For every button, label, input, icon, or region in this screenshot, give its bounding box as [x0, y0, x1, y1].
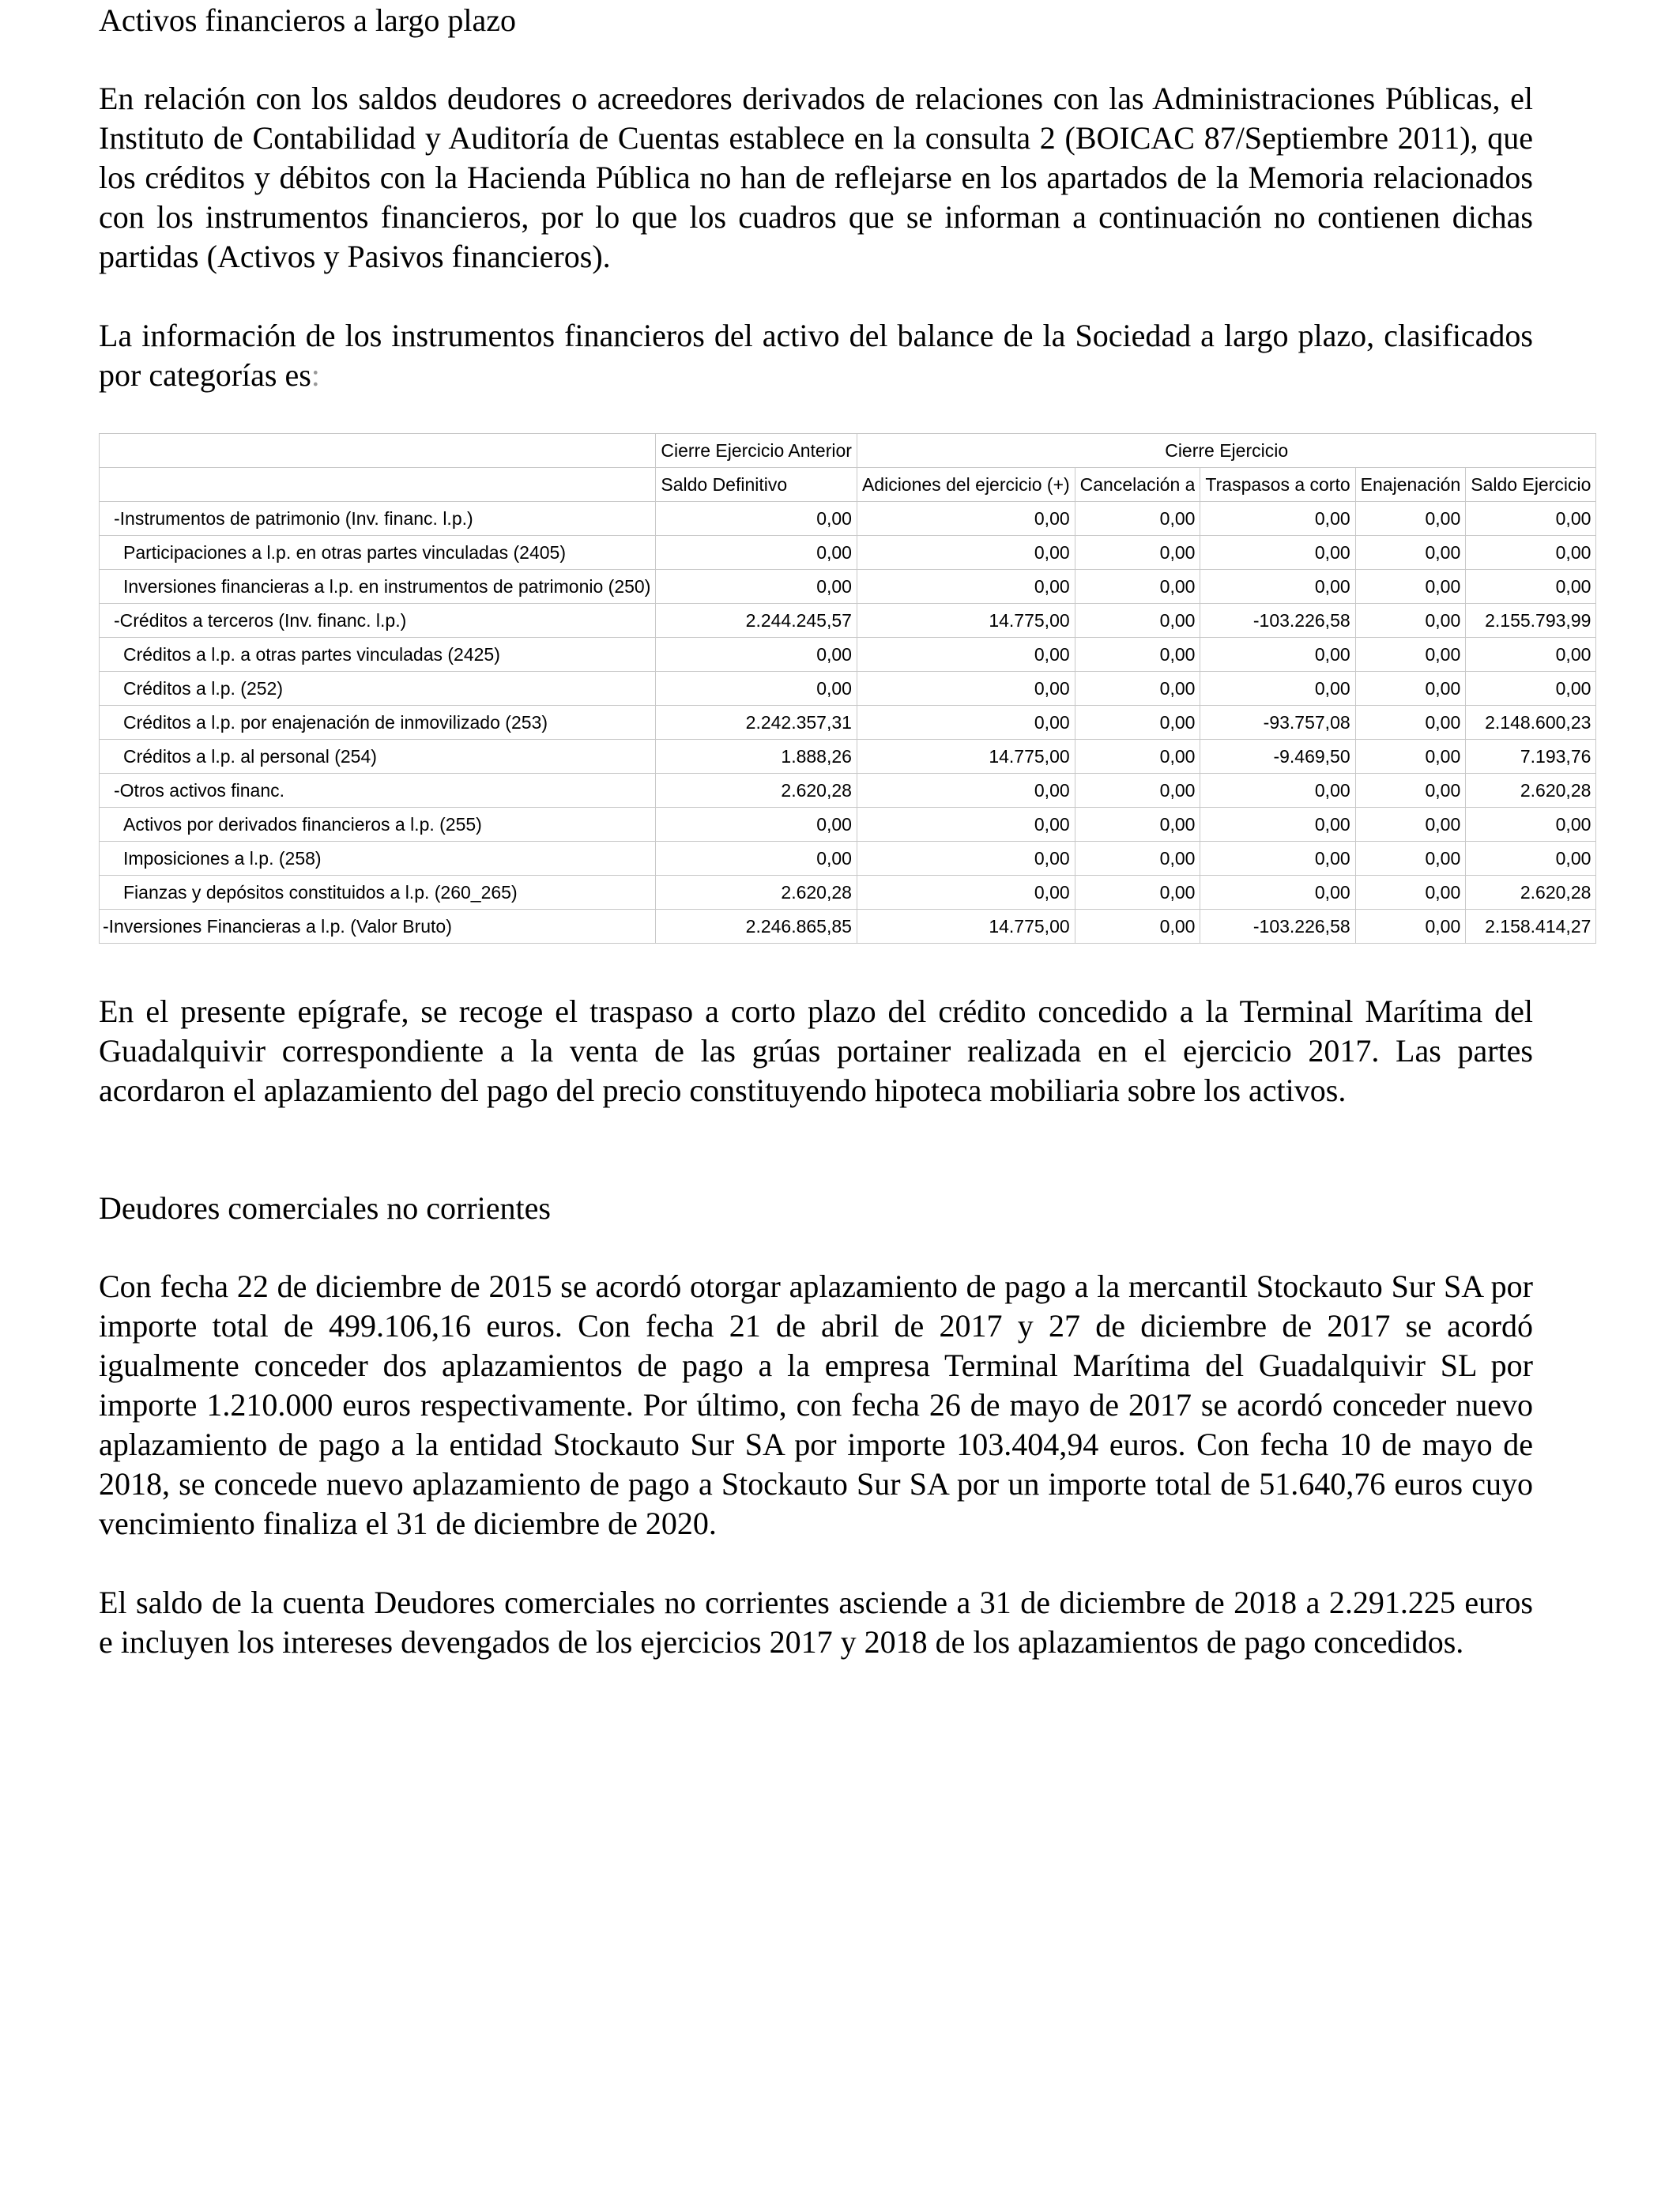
column-header: Cancelación a: [1075, 468, 1200, 502]
row-label: Inversiones financieras a l.p. en instrumentos de patrimonio (250): [100, 570, 656, 604]
cell-value: 0,00: [857, 502, 1075, 536]
column-header: Saldo Ejercicio: [1466, 468, 1596, 502]
cell-value: 0,00: [1075, 808, 1200, 842]
cell-value: 0,00: [656, 536, 857, 570]
paragraph-clasificacion: [99, 316, 1533, 395]
cell-value: 0,00: [1355, 638, 1466, 672]
column-header: Adiciones del ejercicio (+): [857, 468, 1075, 502]
cell-value: 0,00: [1355, 672, 1466, 706]
cell-value: 0,00: [1200, 774, 1355, 808]
cell-value: 0,00: [857, 672, 1075, 706]
cell-value: 7.193,76: [1466, 740, 1596, 774]
paragraph-clasificacion-text: La información de los instrumentos financieros del activo del balance de la Sociedad a largo plazo, clasificados por categorías es: [99, 318, 1533, 393]
cell-value: 2.620,28: [1466, 774, 1596, 808]
row-label: Créditos a l.p. por enajenación de inmovilizado (253): [100, 706, 656, 740]
cell-value: 2.148.600,23: [1466, 706, 1596, 740]
cell-value: 0,00: [1466, 502, 1596, 536]
cell-value: 0,00: [656, 570, 857, 604]
table-row: [100, 808, 1596, 842]
cell-value: 0,00: [1075, 502, 1200, 536]
table-row: [100, 536, 1596, 570]
cell-value: 0,00: [1075, 536, 1200, 570]
cell-value: 0,00: [656, 842, 857, 876]
row-label: Activos por derivados financieros a l.p. (255): [100, 808, 656, 842]
cell-value: -103.226,58: [1200, 910, 1355, 944]
cell-value: 0,00: [1355, 706, 1466, 740]
cell-value: 0,00: [656, 808, 857, 842]
cell-value: 2.246.865,85: [656, 910, 857, 944]
cell-value: 0,00: [656, 502, 857, 536]
cell-value: 0,00: [1075, 910, 1200, 944]
cell-value: 0,00: [857, 706, 1075, 740]
table-row: [100, 774, 1596, 808]
cell-value: 0,00: [1075, 740, 1200, 774]
cell-value: 0,00: [1075, 570, 1200, 604]
cell-value: 0,00: [1200, 570, 1355, 604]
table-row: [100, 502, 1596, 536]
paragraph-saldo-deudores: El saldo de la cuenta Deudores comerciales no corrientes asciende a 31 de diciembre de 2018 a 2.291.225 euros e incluyen los intereses devengados de los ejercicios 2017 y 2018 de los aplazamientos de pago concedidos.: [99, 1585, 1533, 1660]
cell-value: 14.775,00: [857, 740, 1075, 774]
cell-value: -93.757,08: [1200, 706, 1355, 740]
cell-value: 0,00: [1200, 808, 1355, 842]
cell-value: 0,00: [1355, 740, 1466, 774]
paragraph-clasificacion-colon: :: [311, 357, 320, 393]
header-group-previous: Cierre Ejercicio Anterior: [656, 434, 857, 468]
cell-value: 0,00: [1075, 706, 1200, 740]
cell-value: -9.469,50: [1200, 740, 1355, 774]
row-label: -Otros activos financ.: [100, 774, 656, 808]
cell-value: 0,00: [857, 774, 1075, 808]
cell-value: 2.244.245,57: [656, 604, 857, 638]
cell-value: 0,00: [1200, 672, 1355, 706]
cell-value: 0,00: [1466, 638, 1596, 672]
table-row: [100, 706, 1596, 740]
cell-value: 0,00: [1355, 876, 1466, 910]
cell-value: 2.158.414,27: [1466, 910, 1596, 944]
cell-value: 0,00: [857, 536, 1075, 570]
cell-value: 0,00: [1355, 910, 1466, 944]
section-title-activos: Activos financieros a largo plazo: [99, 2, 516, 38]
cell-value: 0,00: [1075, 638, 1200, 672]
cell-value: 0,00: [1200, 502, 1355, 536]
cell-value: 0,00: [1200, 876, 1355, 910]
table-row: [100, 672, 1596, 706]
cell-value: 14.775,00: [857, 604, 1075, 638]
cell-value: 2.620,28: [656, 876, 857, 910]
cell-value: 0,00: [1355, 774, 1466, 808]
cell-value: 0,00: [1075, 604, 1200, 638]
cell-value: 1.888,26: [656, 740, 857, 774]
table-header-blank: [100, 468, 656, 502]
table-row: [100, 604, 1596, 638]
cell-value: 2.242.357,31: [656, 706, 857, 740]
cell-value: -103.226,58: [1200, 604, 1355, 638]
row-label: Créditos a l.p. (252): [100, 672, 656, 706]
cell-value: 0,00: [1355, 842, 1466, 876]
row-label: Participaciones a l.p. en otras partes vinculadas (2405): [100, 536, 656, 570]
cell-value: 0,00: [857, 876, 1075, 910]
cell-value: 2.620,28: [656, 774, 857, 808]
row-label: -Créditos a terceros (Inv. financ. l.p.): [100, 604, 656, 638]
cell-value: 0,00: [1075, 672, 1200, 706]
section-title-deudores: Deudores comerciales no corrientes: [99, 1190, 551, 1226]
row-label: Imposiciones a l.p. (258): [100, 842, 656, 876]
cell-value: 0,00: [857, 570, 1075, 604]
header-group-current: Cierre Ejercicio: [857, 434, 1595, 468]
cell-value: 0,00: [656, 638, 857, 672]
column-header: Enajenación: [1355, 468, 1466, 502]
cell-value: 0,00: [857, 842, 1075, 876]
cell-value: 0,00: [1200, 536, 1355, 570]
cell-value: 2.155.793,99: [1466, 604, 1596, 638]
row-label: Créditos a l.p. a otras partes vinculadas (2425): [100, 638, 656, 672]
cell-value: 0,00: [1355, 570, 1466, 604]
column-header: Traspasos a corto: [1200, 468, 1355, 502]
table-header-row-groups: [100, 434, 1596, 468]
cell-value: 0,00: [1466, 536, 1596, 570]
table-row: [100, 910, 1596, 944]
cell-value: 0,00: [1355, 808, 1466, 842]
table-row: [100, 842, 1596, 876]
financial-assets-table: [99, 433, 1596, 944]
cell-value: 0,00: [656, 672, 857, 706]
paragraph-traspaso: En el presente epígrafe, se recoge el traspaso a corto plazo del crédito concedido a la Terminal Marítima del Guadalquivir correspondiente a la venta de las grúas portainer realizada en el ejercicio 2017. Las partes acordaron el aplazamiento del pago del precio constituyendo hipoteca mobiliaria sobre los activos.: [99, 993, 1533, 1108]
table-row: [100, 740, 1596, 774]
table-header-row-columns: [100, 468, 1596, 502]
table-row: [100, 638, 1596, 672]
cell-value: 0,00: [1355, 604, 1466, 638]
cell-value: 14.775,00: [857, 910, 1075, 944]
cell-value: 2.620,28: [1466, 876, 1596, 910]
cell-value: 0,00: [1466, 842, 1596, 876]
table-header-blank: [100, 434, 656, 468]
row-label: Fianzas y depósitos constituidos a l.p. (260_265): [100, 876, 656, 910]
table-row: [100, 570, 1596, 604]
cell-value: 0,00: [1075, 842, 1200, 876]
cell-value: 0,00: [1466, 570, 1596, 604]
cell-value: 0,00: [1075, 876, 1200, 910]
paragraph-aplazamientos: Con fecha 22 de diciembre de 2015 se acordó otorgar aplazamiento de pago a la mercantil Stockauto Sur SA por importe total de 499.106,16 euros. Con fecha 21 de abril de 2017 y 27 de diciembre de 2017 se acordó igualmente conceder dos aplazamientos de pago a la empresa Terminal Marítima del Guadalquivir SL por importe 1.210.000 euros respectivamente. Por último, con fecha 26 de mayo de 2017 se acordó conceder nuevo aplazamiento de pago a la entidad Stockauto Sur SA por importe 103.404,94 euros. Con fecha 10 de mayo de 2018, se concede nuevo aplazamiento de pago a Stockauto Sur SA por un importe total de 51.640,76 euros cuyo vencimiento finaliza el 31 de diciembre de 2020.: [99, 1269, 1533, 1541]
cell-value: 0,00: [1466, 808, 1596, 842]
column-header: Saldo Definitivo: [656, 468, 857, 502]
cell-value: 0,00: [857, 808, 1075, 842]
cell-value: 0,00: [1355, 502, 1466, 536]
row-label: -Inversiones Financieras a l.p. (Valor Bruto): [100, 910, 656, 944]
row-label: Créditos a l.p. al personal (254): [100, 740, 656, 774]
cell-value: 0,00: [857, 638, 1075, 672]
paragraph-administraciones: En relación con los saldos deudores o acreedores derivados de relaciones con las Administraciones Públicas, el Instituto de Contabilidad y Auditoría de Cuentas establece en la consulta 2 (BOICAC 87/Septiembre 2011), que los créditos y débitos con la Hacienda Pública no han de reflejarse en los apartados de la Memoria relacionados con los instrumentos financieros, por lo que los cuadros que se informan a continuación no contienen dichas partidas (Activos y Pasivos financieros).: [99, 81, 1533, 274]
cell-value: 0,00: [1355, 536, 1466, 570]
cell-value: 0,00: [1466, 672, 1596, 706]
cell-value: 0,00: [1200, 638, 1355, 672]
cell-value: 0,00: [1200, 842, 1355, 876]
cell-value: 0,00: [1075, 774, 1200, 808]
row-label: -Instrumentos de patrimonio (Inv. financ. l.p.): [100, 502, 656, 536]
table-row: [100, 876, 1596, 910]
